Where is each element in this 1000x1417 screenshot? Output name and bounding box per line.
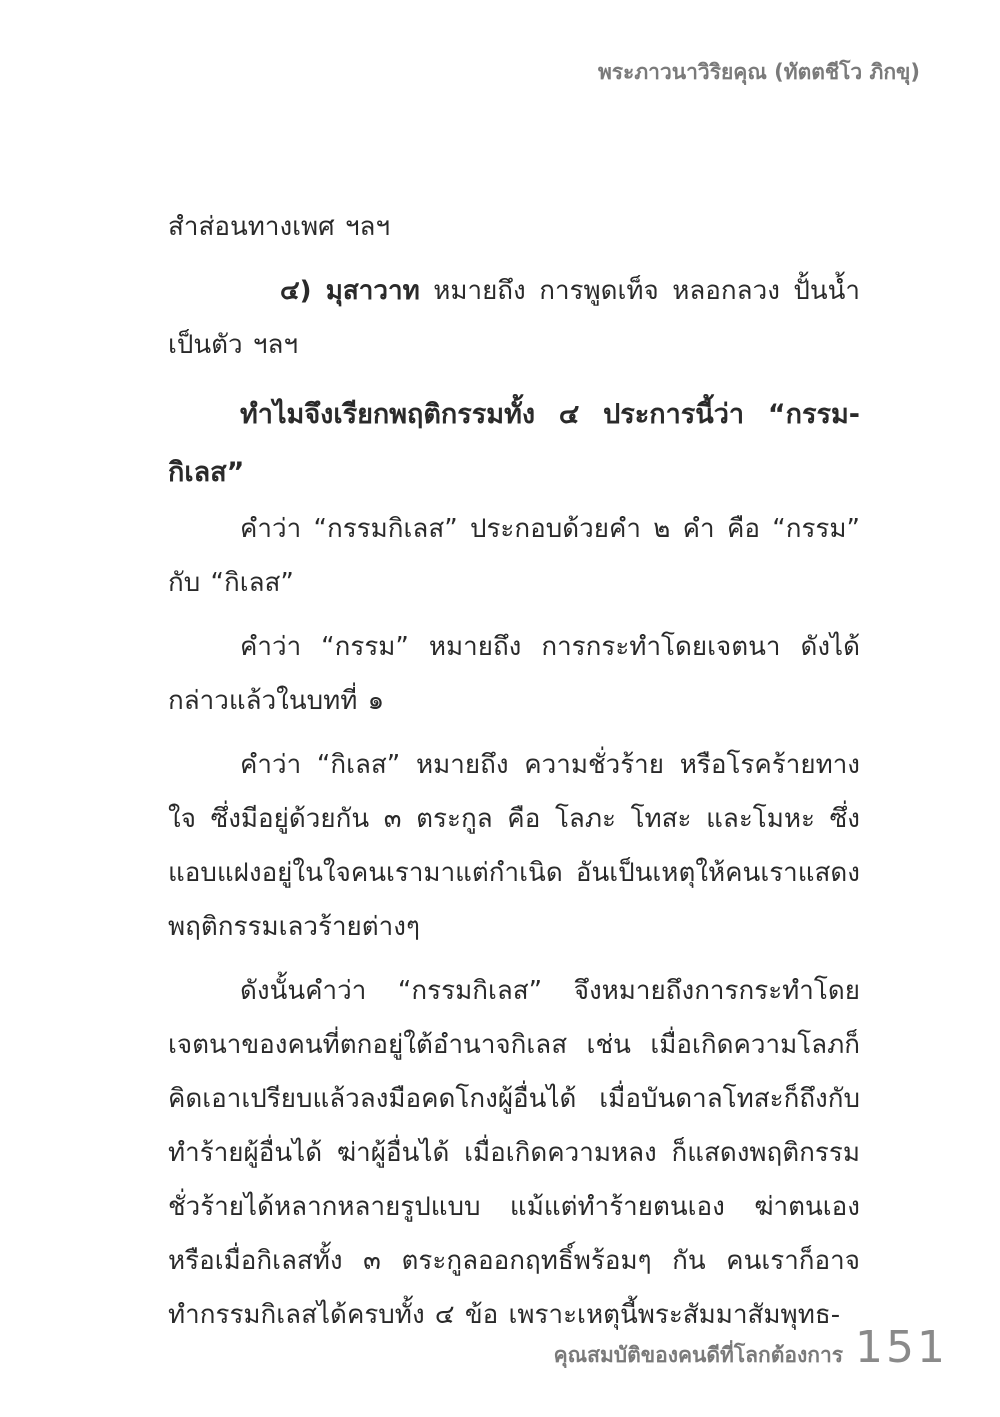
page-footer (554, 1322, 948, 1373)
paragraph-kamma-meaning: คำว่า “กรรม” หมายถึง การกระทำโดยเจตนา ดังได้กล่าวแล้วในบทที่ ๑ (168, 632, 860, 716)
definition-musavada: หมายถึง การพูดเท็จ หลอกลวง ปั้นน้ำเป็นตัว ฯลฯ (168, 276, 860, 360)
page-body (168, 200, 860, 1342)
book-title: คุณสมบัติของคนดีที่โลกต้องการ (553, 1343, 844, 1367)
paragraph-continuation: สำส่อนทางเพศ ฯลฯ (168, 212, 391, 242)
paragraph-kammakilesa-compound: คำว่า “กรรมกิเลส” ประกอบด้วยคำ ๒ คำ คือ “กรรม” กับ “กิเลส” (168, 514, 860, 598)
paragraph-musavada (168, 264, 860, 372)
page-number: 151 (855, 1322, 948, 1373)
paragraph-kammakilesa-meaning: ดังนั้นคำว่า “กรรมกิเลส” จึงหมายถึงการกระทำโดยเจตนาของคนที่ตกอยู่ใต้อำนาจกิเลส เช่น เมื่อเกิดความโลภก็คิดเอาเปรียบแล้วลงมือคดโกงผู้อื่นได้ เมื่อบันดาลโทสะก็ถึงกับทำร้ายผู้อื่นได้ ฆ่าผู้อื่นได้ เมื่อเกิดความหลง ก็แสดงพฤติกรรมชั่วร้ายได้หลากหลายรูปแบบ แม้แต่ทำร้ายตนเอง ฆ่าตนเองหรือเมื่อกิเลสทั้ง ๓ ตระกูลออกฤทธิ์พร้อมๆ กัน คนเราก็อาจทำกรรมกิเลสได้ครบทั้ง ๔ ข้อ เพราะเหตุนี้พระสัมมาสัมพุทธ- (168, 976, 860, 1330)
paragraph-kilesa-meaning: คำว่า “กิเลส” หมายถึง ความชั่วร้าย หรือโรคร้ายทางใจ ซึ่งมีอยู่ด้วยกัน ๓ ตระกูล คือ โลภะ โทสะ และโมหะ ซึ่งแอบแฝงอยู่ในใจคนเรามาแต่กำเนิด อันเป็นเหตุให้คนเราแสดงพฤติกรรมเลวร้ายต่างๆ (168, 750, 860, 942)
running-header: พระภาวนาวิริยคุณ (ทัตตชีโว ภิกขุ) (597, 60, 920, 84)
term-musavada: ๔) มุสาวาท (280, 276, 420, 306)
section-heading: ทำไมจึงเรียกพฤติกรรมทั้ง ๔ ประการนี้ว่า “กรรม-กิเลส” (168, 399, 860, 488)
